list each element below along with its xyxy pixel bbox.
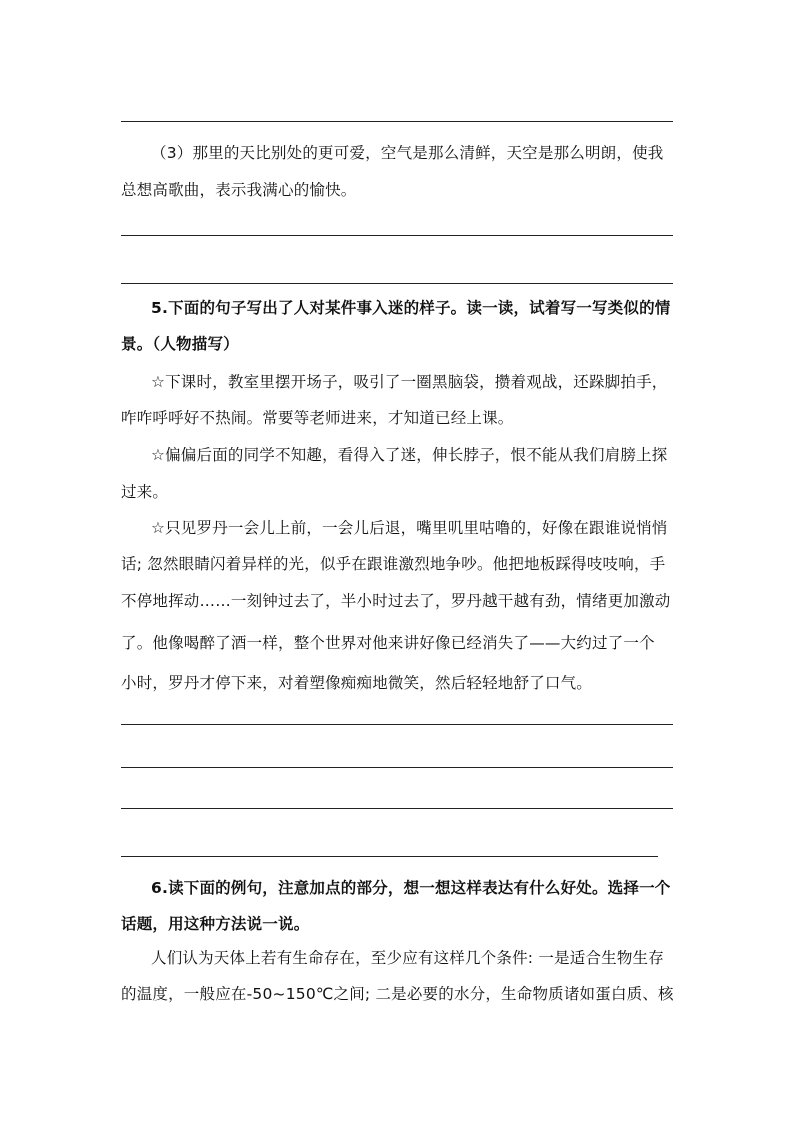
- item3-line2: 总想高歌曲，表示我满心的愉快。: [121, 181, 357, 199]
- q5-p3-line3: 不停地挥动……一刻钟过去了，半小时过去了，罗丹越干越有劲，情绪更加激动: [121, 592, 671, 610]
- q5-p3-line5: 小时，罗丹才停下来，对着塑像痴痴地微笑，然后轻轻地舒了口气。: [121, 674, 593, 692]
- q5-p3-line4: 了。他像喝醉了酒一样，整个世界对他来讲好像已经消失了——大约过了一个: [121, 634, 655, 652]
- answer-line: [121, 121, 673, 122]
- q5-p3-line2: 话; 忽然眼睛闪着异样的光，似乎在跟谁激烈地争吵。他把地板踩得吱吱响，手: [121, 555, 666, 573]
- q5-p3-line1: ☆只见罗丹一会儿上前，一会儿后退，嘴里叽里咕噜的，好像在跟谁说悄悄: [151, 519, 668, 537]
- q5-p1-line2: 咋咋呼呼好不热闹。常要等老师进来，才知道已经上课。: [121, 409, 514, 427]
- q6-p1-line1: 人们认为天体上若有生命存在，至少应有这样几个条件: 一是适合生物生存: [151, 949, 664, 967]
- answer-line: [121, 283, 673, 284]
- answer-line: [121, 235, 673, 236]
- answer-line: [121, 856, 658, 857]
- answer-line: [121, 808, 673, 809]
- item3-line1: （3）那里的天比别处的更可爱，空气是那么清鲜，天空是那么明朗，使我: [151, 144, 664, 162]
- q6-p1-line2: 的温度，一般应在-50~150℃之间; 二是必要的水分，生命物质诸如蛋白质、核: [121, 985, 674, 1003]
- q5-p2-line2: 过来。: [121, 483, 169, 501]
- answer-line: [121, 767, 673, 768]
- answer-line: [121, 724, 673, 725]
- q6-prompt-line2: 话题，用这种方法说一说。: [121, 915, 310, 933]
- q5-prompt-line1: 5.下面的句子写出了人对某件事入迷的样子。读一读，试着写一写类似的情: [151, 299, 671, 317]
- q5-prompt-line2: 景。（人物描写）: [121, 335, 239, 353]
- q5-p2-line1: ☆偏偏后面的同学不知趣，看得入了迷，伸长脖子，恨不能从我们肩膀上探: [151, 446, 668, 464]
- q6-prompt-line1: 6.读下面的例句，注意加点的部分，想一想这样表达有什么好处。选择一个: [151, 879, 671, 897]
- q5-p1-line1: ☆下课时，教室里摆开场子，吸引了一圈黑脑袋，攒着观战，还跺脚拍手，: [151, 373, 668, 391]
